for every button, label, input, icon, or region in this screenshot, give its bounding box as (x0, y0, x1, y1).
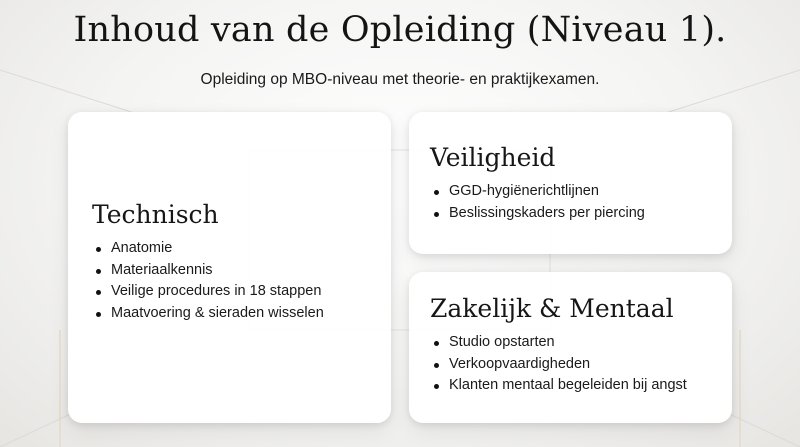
page-title: Inhoud van de Opleiding (Niveau 1). (73, 10, 727, 50)
card-technical-list (92, 238, 391, 324)
card-technical-title: Technisch (92, 200, 219, 229)
card-safety (409, 112, 732, 254)
list-item: Beslissingskaders per piercing (430, 203, 732, 225)
card-business-title: Zakelijk & Mentaal (430, 294, 674, 323)
card-technical (68, 112, 391, 423)
list-item: Materiaalkennis (92, 260, 391, 282)
list-item: Studio opstarten (430, 332, 732, 354)
list-item: Klanten mentaal begeleiden bij angst (430, 375, 732, 397)
card-safety-title: Veiligheid (430, 143, 556, 172)
card-business (409, 272, 732, 423)
list-item: Veilige procedures in 18 stappen (92, 281, 391, 303)
list-item: Verkoopvaardigheden (430, 354, 732, 376)
card-safety-list (430, 181, 732, 224)
list-item: GGD-hygiënerichtlijnen (430, 181, 732, 203)
card-business-list (430, 332, 732, 397)
list-item: Anatomie (92, 238, 391, 260)
page-subtitle: Opleiding op MBO-niveau met theorie- en praktijkexamen. (200, 71, 600, 88)
list-item: Maatvoering & sieraden wisselen (92, 303, 391, 325)
